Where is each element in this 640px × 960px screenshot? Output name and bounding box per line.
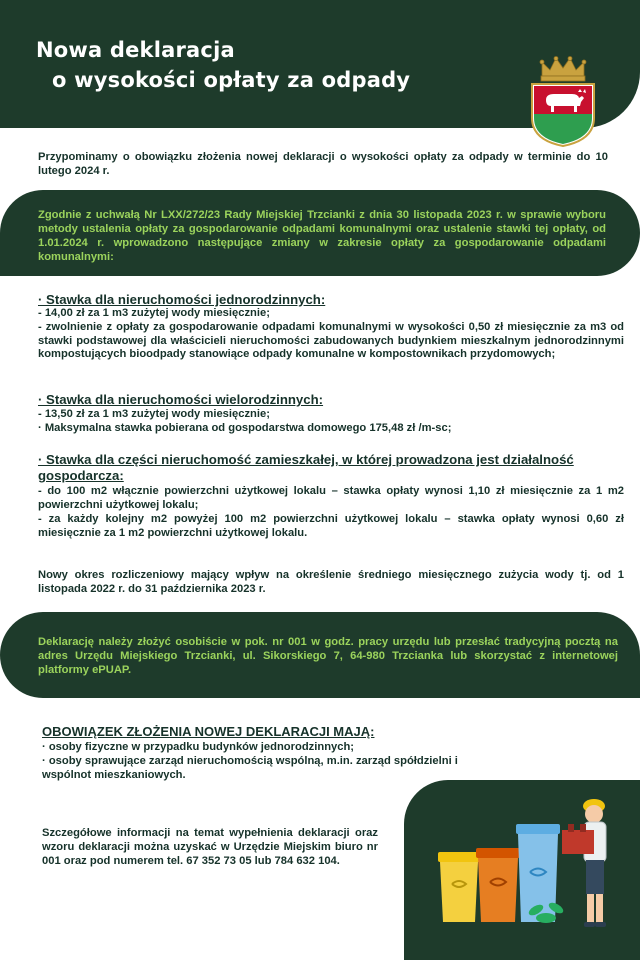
intro-reminder: Przypominamy o obowiązku złożenia nowej deklaracji o wysokości opłaty za odpady w terminie do 10 lutego 2024 r. xyxy=(38,151,608,177)
obligation-heading: OBOWIĄZEK ZŁOŻENIA NOWEJ DEKLARACJI MAJĄ: xyxy=(42,724,375,739)
contact-info: Szczegółowe informacji na temat wypełnienia deklaracji oraz wzoru deklaracji można uzyskać w Urzędzie Miejskim biuro nr 001 oraz pod numerem tel. 67 352 73 05 lub 784 632 104. xyxy=(42,827,378,867)
business-rate-up-to-100: - do 100 m2 włącznie powierzchni użytkowej lokalu – stawka opłaty wynosi 1,10 zł miesięcznie za 1 m2 powierzchni użytkowej lokalu; xyxy=(38,485,624,511)
single-family-exemption: - zwolnienie z opłaty za gospodarowanie odpadami komunalnymi w wysokości 0,50 zł miesięcznie za m3 od stawki podstawowej dla właścicieli nieruchomości zabudowanych budynkiem mieszkalnym jednorodzinnymi kompostujących bioodpady stanowiące odpady komunalne w kompostownikach przydomowych; xyxy=(38,321,624,360)
town-crest-icon xyxy=(528,56,598,148)
page-title-line2: o wysokości opłaty za odpady xyxy=(52,68,411,92)
person-icon xyxy=(583,799,606,927)
obligation-item-2: · osoby sprawujące zarząd nieruchomością wspólną, m.in. zarząd spółdzielni i wspólnot mieszkaniowych. xyxy=(42,755,458,781)
multi-family-heading: · Stawka dla nieruchomości wielorodzinnych: xyxy=(38,392,324,407)
orange-bin-icon xyxy=(476,848,520,922)
resolution-text: Zgodnie z uchwałą Nr LXX/272/23 Rady Miejskiej Trzcianki z dnia 30 listopada 2023 r. w sprawie wyboru metody ustalenia opłaty za gospodarowanie odpadami komunalnymi oraz ustalenie stawki tej opłaty, od 1.01.2024 r. wprowadzono następujące zmiany w zakresie opłaty za gospodarowanie odpadami komunalnymi: xyxy=(38,209,606,263)
yellow-bin-icon xyxy=(438,852,480,922)
business-heading: · Stawka dla części nieruchomość zamieszkałej, w której prowadzona jest działalność gospodarcza: xyxy=(38,452,574,483)
settlement-period: Nowy okres rozliczeniowy mający wpływ na określenie średniego miesięcznego zużycia wody tj. od 1 listopada 2022 r. do 31 października 2023 r. xyxy=(38,569,624,595)
single-family-rate: - 14,00 zł za 1 m3 zużytej wody miesięcznie; xyxy=(38,307,270,319)
obligation-item-1: · osoby fizyczne w przypadku budynków jednorodzinnych; xyxy=(42,741,355,753)
multi-family-max-rate: · Maksymalna stawka pobierana od gospodarstwa domowego 175,48 zł /m-sc; xyxy=(38,422,452,434)
single-family-heading: · Stawka dla nieruchomości jednorodzinnych: xyxy=(38,292,326,307)
multi-family-rate: - 13,50 zł za 1 m3 zużytej wody miesięcznie; xyxy=(38,408,270,420)
business-rate-over-100: - za każdy kolejny m2 powyżej 100 m2 powierzchni użytkowej lokalu – stawka opłaty wynosi 0,60 zł miesięcznie za 1 m2 powierzchni użytkowej lokalu. xyxy=(38,513,624,539)
recycling-illustration xyxy=(424,786,640,960)
page-title-line1: Nowa deklaracja xyxy=(36,38,235,62)
crown-icon xyxy=(540,57,586,82)
submission-text: Deklarację należy złożyć osobiście w pok. nr 001 w godz. pracy urzędu lub przesłać tradycyjną pocztą na adres Urzędu Miejskiego Trzcianki, ul. Sikorskiego 7, 64-980 Trzcianka lub skorzystać z internetowej platformy ePUAP. xyxy=(38,636,618,676)
